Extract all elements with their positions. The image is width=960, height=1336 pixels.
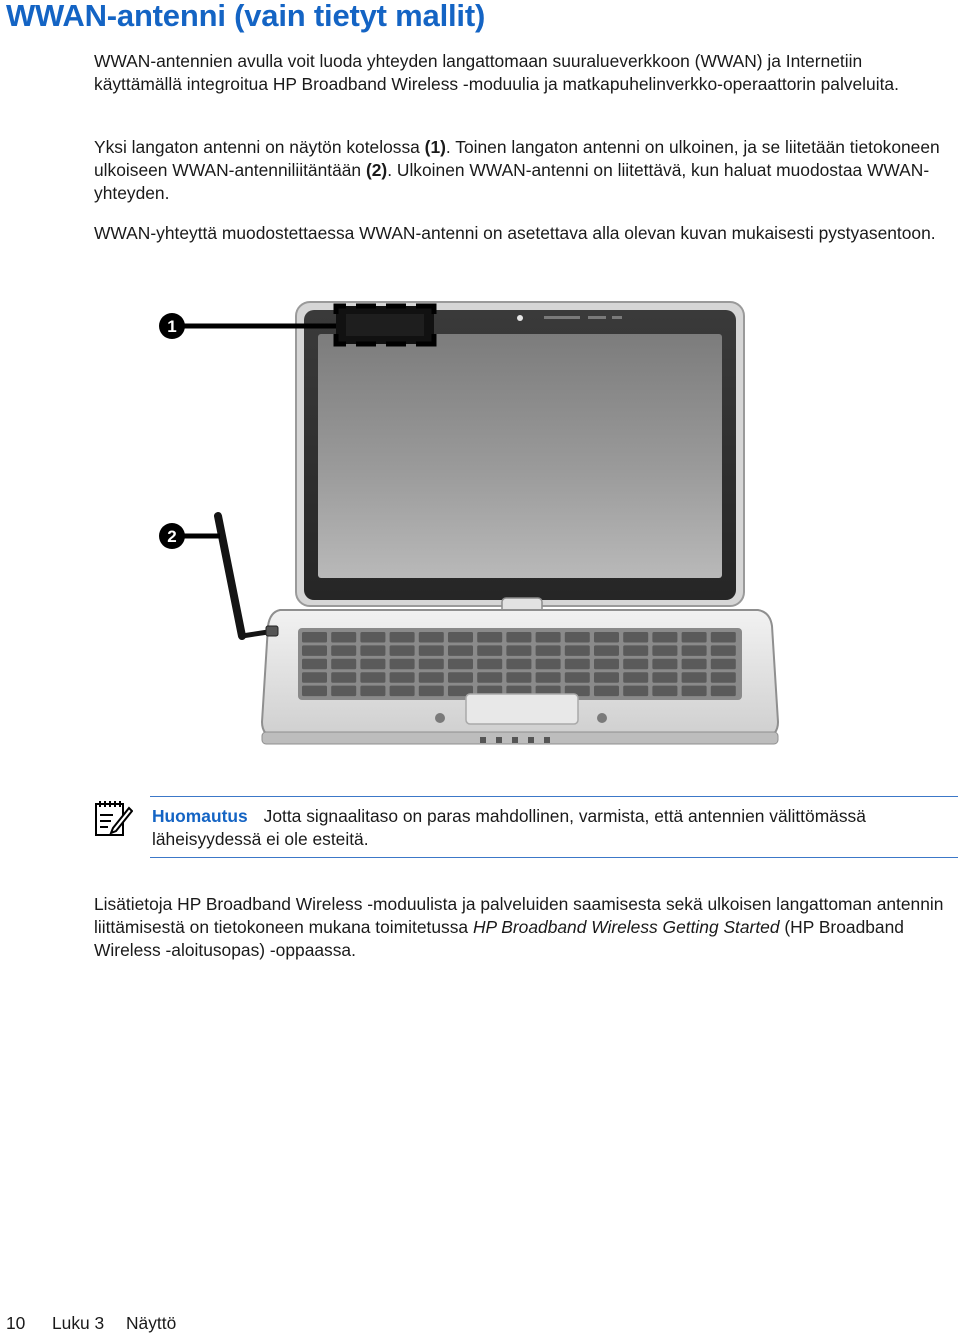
keyboard-key [565,672,590,683]
callout-ref-2: (2) [365,160,388,180]
antennas-text-3: . Ulkoinen WWAN-antenni on liitettävä, kun haluat muodostaa WWAN-yhteyden. [94,160,930,203]
keyboard-key [652,672,677,683]
laptop-antenna-figure [150,292,790,752]
keyboard-key [623,672,648,683]
keyboard-key [390,672,415,683]
keyboard-key [506,672,531,683]
keyboard-key [477,632,502,643]
keyboard-key [623,632,648,643]
keyboard-key [682,672,707,683]
keyboard-key [302,632,327,643]
keyboard-key [390,659,415,670]
note-label: Huomautus [152,806,248,826]
note-icon [93,798,133,838]
page-title: WWAN-antenni (vain tietyt mallit) [6,0,486,33]
keyboard-key [565,659,590,670]
keyboard-key [623,686,648,697]
keyboard-key [594,632,619,643]
keyboard-key [448,632,473,643]
keyboard-key [390,686,415,697]
footer-chapter-title: Näyttö [126,1313,177,1333]
keyboard-key [506,632,531,643]
antennas-text-1: Yksi langaton antenni on näytön kotelossa [94,137,425,157]
keyboard-key [360,645,385,656]
keyboard-key [536,632,561,643]
antennas-paragraph [94,136,954,205]
keyboard-key [360,686,385,697]
keyboard-key [419,632,444,643]
keyboard-key [711,672,736,683]
keyboard-key [390,632,415,643]
orientation-paragraph: WWAN-yhteyttä muodostettaessa WWAN-antenni on asetettava alla olevan kuvan mukaisesti pystyasentoon. [94,223,936,243]
note-paragraph [152,805,952,851]
keyboard-key [536,659,561,670]
keyboard-key [302,645,327,656]
keyboard-key [506,645,531,656]
antennas-text-2: . Toinen langaton antenni on ulkoinen, ja se liitetään tietokoneen ulkoiseen WWAN-antenniliitäntään [94,137,940,180]
footer-chapter: Luku 3 [52,1313,105,1333]
callout-2-label: 2 [167,527,177,546]
guide-title: HP Broadband Wireless Getting Started [472,917,780,937]
keyboard-key [419,672,444,683]
touchpad [466,694,578,724]
keyboard-key [448,645,473,656]
keyboard-key [594,659,619,670]
keyboard-key [448,672,473,683]
keyboard-key [594,686,619,697]
keyboard-key [477,645,502,656]
keyboard-key [623,659,648,670]
keyboard-key [302,659,327,670]
keyboard-key [302,672,327,683]
keyboard-key [419,686,444,697]
keyboard-key [652,632,677,643]
keyboard-key [419,645,444,656]
more-info-text-1: Lisätietoja HP Broadband Wireless -moduulista ja palveluiden saamisesta sekä ulkoisen langattoman antennin liittämisestä on tietokoneen mukana toimitetussa [94,894,944,937]
laptop-base [262,610,778,744]
keyboard-key [594,645,619,656]
laptop-display [296,302,744,606]
internal-antenna-highlight [336,306,434,344]
keyboard-key [536,645,561,656]
external-antenna [218,516,278,636]
keyboard-key [652,686,677,697]
keyboard-key [682,645,707,656]
more-info-paragraph [94,893,954,962]
keyboard-key [711,632,736,643]
keyboard-key [331,686,356,697]
note-top-rule [150,796,958,797]
keyboard-key [623,645,648,656]
keyboard-key [477,672,502,683]
keyboard-key [448,659,473,670]
keyboard-key [360,659,385,670]
keyboard-key [565,632,590,643]
keyboard-key [331,632,356,643]
note-bottom-rule [150,857,958,858]
keyboard-key [360,632,385,643]
keyboard-key [711,659,736,670]
keyboard-key [652,659,677,670]
callout-1-label: 1 [167,317,177,336]
intro-paragraph: WWAN-antennien avulla voit luoda yhteyden langattomaan suuralueverkkoon (WWAN) ja Internetiin käyttämällä integroitua HP Broadband Wireless -moduulia ja matkapuhelinverkko-operaattorin palveluita. [94,51,899,94]
callout-ref-1: (1) [424,137,446,157]
keyboard-key [419,659,444,670]
keyboard-key [331,645,356,656]
more-info-text-2: (HP Broadband Wireless -aloitusopas) -oppaassa. [94,917,904,960]
keyboard-key [652,645,677,656]
keyboard-key [331,672,356,683]
keyboard-key [711,645,736,656]
keyboard-key [302,686,327,697]
keyboard-keys [302,632,736,696]
keyboard-key [682,659,707,670]
keyboard-key [536,672,561,683]
keyboard-key [682,632,707,643]
keyboard-key [565,645,590,656]
keyboard-key [682,686,707,697]
keyboard-key [711,686,736,697]
keyboard-key [331,659,356,670]
keyboard-key [390,645,415,656]
note-text: Jotta signaalitaso on paras mahdollinen, varmista, että antennien välittömässä läheisyydessä ei ole esteitä. [152,806,866,849]
keyboard-key [594,672,619,683]
keyboard-key [477,659,502,670]
page-number: 10 [6,1313,26,1333]
callout-2 [159,523,220,549]
keyboard-key [360,672,385,683]
keyboard-key [506,659,531,670]
